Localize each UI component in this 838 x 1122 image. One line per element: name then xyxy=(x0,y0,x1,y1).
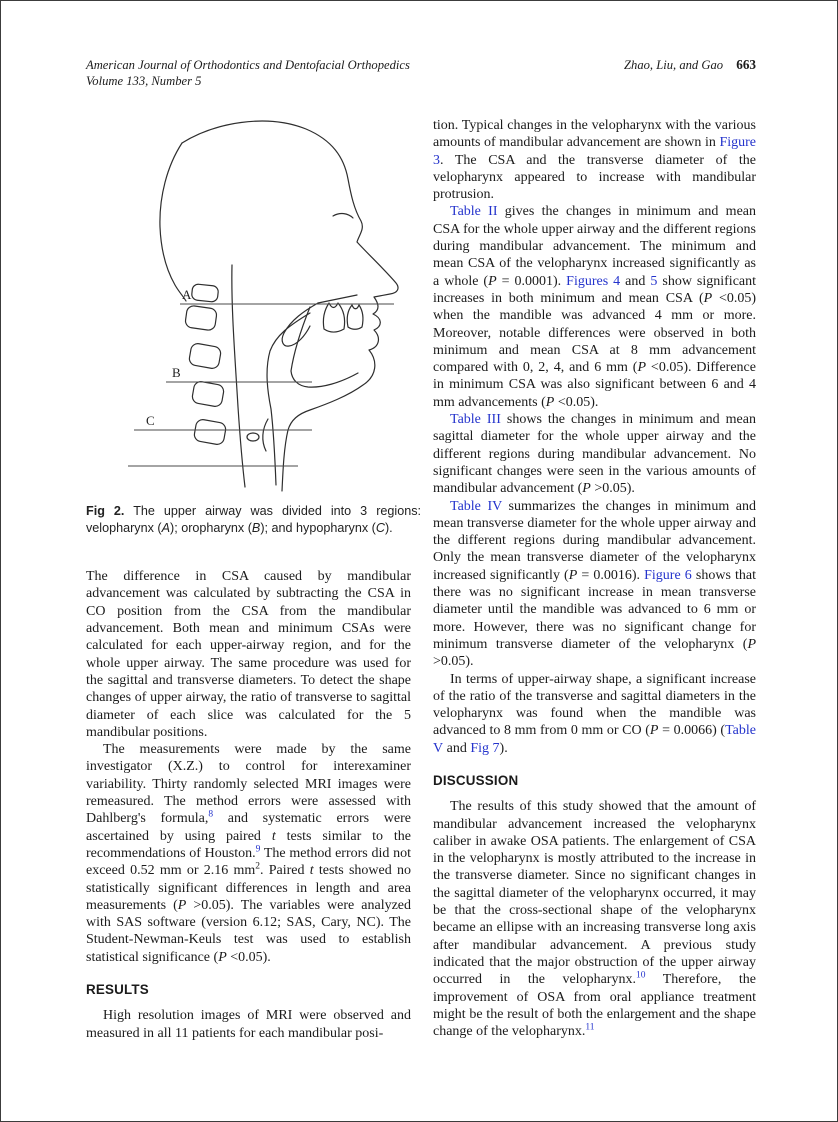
cross-reference-link[interactable]: Table V xyxy=(433,723,756,756)
cross-reference-link[interactable]: Table II xyxy=(450,204,498,220)
cross-reference-link[interactable]: Fig 7 xyxy=(470,740,500,756)
figure-2 xyxy=(86,117,421,536)
cross-reference-link[interactable]: Figures 4 xyxy=(566,273,621,289)
paragraph: Table IV summarizes the changes in minimum and mean transverse diameter for the whole upper airway and the different regions during mandibular advancement. Only the mean transverse diameter of the velopharynx increased significantly (P = 0.0016). Figure 6 shows that there was no significant increase in mean transverse diameter until the mandible was advanced to 6 mm or more. However, there was no significant change for minimum transverse diameter of the velopharynx (P >0.05). xyxy=(433,498,756,670)
cross-reference-link[interactable]: Table IV xyxy=(450,498,502,514)
vertebra-c1 xyxy=(191,284,219,303)
journal-info xyxy=(86,57,410,89)
cross-reference-link[interactable]: 11 xyxy=(585,1022,595,1033)
cross-reference-link[interactable]: Figure 6 xyxy=(644,567,692,583)
right-column xyxy=(433,117,756,1042)
cross-reference-link[interactable]: 9 xyxy=(255,844,261,855)
molar-tooth xyxy=(347,305,363,329)
molar-tooth xyxy=(323,303,344,332)
results-heading: RESULTS xyxy=(86,982,149,998)
journal-title: American Journal of Orthodontics and Dentofacial Orthopedics xyxy=(86,58,410,72)
results-text-continued xyxy=(433,117,756,757)
discussion-text xyxy=(433,798,756,1040)
paragraph: The difference in CSA caused by mandibular advancement was calculated by subtracting the CSA in CO position from the CSA from the mandibular advancement. Both mean and minimum CSAs were calculated for each upper-airway region, and for the whole upper airway. The same procedure was used for the sagittal and transverse diameters. To detect the shape changes of upper airway, the ratio of transverse to sagittal diameter of each slice was calculated for the 5 mandibular positions. xyxy=(86,569,411,740)
cross-reference-link[interactable]: 8 xyxy=(208,809,214,820)
region-label-hypopharynx: C xyxy=(146,413,155,428)
palatal-plane-line xyxy=(318,295,357,303)
discussion-heading: DISCUSSION xyxy=(433,772,519,788)
two-column-layout xyxy=(86,117,756,1042)
orbit-line xyxy=(333,214,353,218)
paragraph: The measurements were made by the same investigator (X.Z.) to control for interexaminer variability. Thirty randomly selected MRI images were remeasured. The method errors were assessed with Dahlberg's formula,$^8$ and systematic errors were ascertained by using paired t tests similar to the recommendations of Houston.$^9$ The method errors did not exceed 0.52 mm or 2.16 $mm^2$. Paired t tests showed no statistically significant differences in length and area measurements (P >0.05). The variables were analyzed with SAS software (version 6.12; SAS, Cary, NC). The Student-Newman-Keuls test was used to establish statistical significance (P <0.05). xyxy=(86,742,412,965)
region-label-oropharynx: B xyxy=(172,365,181,380)
cross-reference-link[interactable]: Figure 3 xyxy=(433,135,756,168)
posterior-pharyngeal-wall xyxy=(232,265,245,487)
vertebra-c4 xyxy=(191,381,224,408)
paragraph: In terms of upper-airway shape, a significant increase of the ratio of the transverse and sagittal diameters in the velopharynx was found when the mandible was advanced to 8 mm from 0 mm or CO (P = 0.0066) (Table V and Fig 7). xyxy=(433,671,756,756)
vertebra-c5 xyxy=(193,419,226,446)
epiglottis-outline xyxy=(263,419,268,451)
cross-reference-link[interactable]: 5 xyxy=(650,273,658,289)
paragraph: High resolution images of MRI were observed and measured in all 11 patients for each mandibular posi- xyxy=(86,1008,411,1041)
cross-reference-link[interactable]: Table III xyxy=(450,412,501,428)
paragraph: Table II gives the changes in minimum and mean CSA for the whole upper airway and the different regions during mandibular advancement. The minimum and mean CSA of the velopharynx increased significantly as a whole (P = 0.0001). Figures 4 and 5 show significant increases in both minimum and mean CSA (P <0.05) when the mandible was advanced 4 mm or more. Moreover, notable differences were observed in both minimum and mean CSA at 8 mm advancement compared with 0, 2, 4, and 6 mm (P <0.05). Difference in minimum CSA was also significant between 6 and 4 mm advancements (P <0.05). xyxy=(433,204,757,410)
left-column xyxy=(86,117,422,1042)
running-authors: Zhao, Liu, and Gao xyxy=(624,58,724,72)
page-header xyxy=(86,57,756,89)
cross-reference-link[interactable]: 10 xyxy=(635,970,646,981)
vertebra-c2 xyxy=(185,305,218,331)
vertebra-c3 xyxy=(188,343,221,370)
soft-palate-outline xyxy=(282,303,318,346)
results-text xyxy=(86,1007,411,1042)
paragraph: Table III shows the changes in minimum and mean sagittal diameter for the whole upper airway and the different regions during mandibular advancement. No significant changes were seen in the various amounts of mandibular advancement (P >0.05). xyxy=(433,412,756,497)
page-number: 663 xyxy=(736,57,756,72)
figure-caption xyxy=(86,503,421,536)
anterior-pharyngeal-wall xyxy=(267,313,310,485)
occiput-outline xyxy=(160,143,186,301)
hyoid-bone xyxy=(247,433,259,441)
upper-airway-diagram xyxy=(86,117,421,493)
paragraph: tion. Typical changes in the velopharynx with the various amounts of mandibular advancement are shown in Figure 3. The CSA and the transverse diameter of the velopharynx appeared to increase with mandibular protrusion. xyxy=(433,118,756,203)
methods-text xyxy=(86,568,411,966)
journal-volume: Volume 133, Number 5 xyxy=(86,74,202,88)
paragraph: Fig 2. The upper airway was divided into 3 regions: velopharynx (A); oropharynx (B); and hypopharynx (C). xyxy=(86,504,422,535)
running-head xyxy=(624,57,756,73)
paragraph: The results of this study showed that the amount of mandibular advancement increased the velopharynx caliber in awake OSA patients. The enlargement of CSA in the velopharynx is mostly attributed to the increase in the transverse diameter. Since no significant changes in the sagittal diameter of the velopharynx occurred, it may be that the cross-sectional shape of the velopharynx became an ellipse with an increasing transverse long axis after mandibular advancement. A previous study indicated that the major obstruction of the upper airway occurred in the velopharynx.$^{10}$ Therefore, the improvement of OSA from oral appliance treatment might be the result of both the enlargement and the shape change of the velopharynx.$^{11}$ xyxy=(433,799,756,1040)
region-label-velopharynx: A xyxy=(182,287,192,302)
head-profile-outline xyxy=(182,121,398,491)
